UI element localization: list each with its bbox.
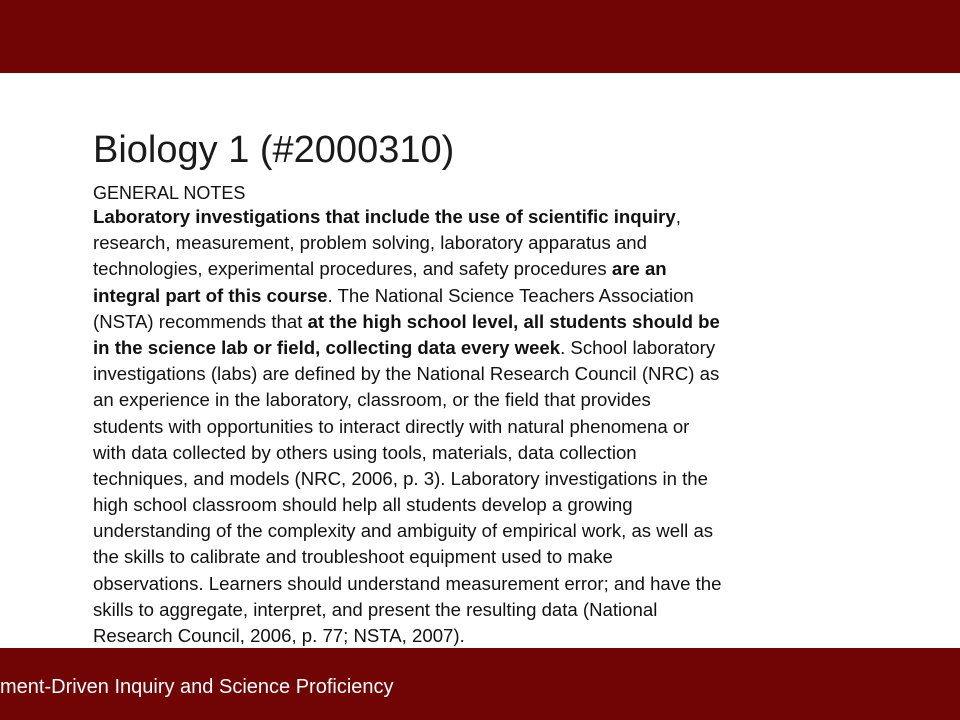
emphasis-text: are an	[611, 258, 667, 280]
body-line	[93, 256, 883, 282]
body-line	[93, 335, 883, 361]
footer-bar	[0, 648, 960, 720]
body-paragraph	[93, 204, 883, 649]
slide-title: Biology 1 (#2000310)	[93, 129, 455, 171]
footer-text: ment-Driven Inquiry and Science Proficiency	[0, 676, 394, 698]
body-line: an experience in the laboratory, classroom, or the field that provides	[93, 389, 651, 411]
emphasis-text: Laboratory investigations that include the use of scientific inquiry	[93, 206, 676, 227]
body-line	[93, 204, 883, 230]
body-line: understanding of the complexity and ambiguity of empirical work, as well as	[93, 520, 714, 542]
body-line: observations. Learners should understand measurement error; and have the	[93, 572, 722, 594]
body-line: high school classroom should help all students develop a growing	[93, 494, 633, 516]
body-line: techniques, and models (NRC, 2006, p. 3). Laboratory investigations in the	[93, 467, 708, 489]
body-line	[93, 309, 883, 335]
body-text-segment: technologies, experimental procedures, and safety procedures	[93, 258, 612, 280]
body-line: research, measurement, problem solving, laboratory apparatus and	[93, 232, 647, 254]
body-text-segment: . School laboratory	[560, 336, 716, 358]
body-line: the skills to calibrate and troubleshoot equipment used to make	[93, 546, 613, 568]
body-line: investigations (labs) are defined by the National Research Council (NRC) as	[93, 363, 720, 385]
section-label: GENERAL NOTES	[93, 183, 246, 203]
body-text-segment: ,	[675, 206, 681, 227]
emphasis-text: in the science lab or field, collecting data every week	[93, 336, 561, 358]
body-text-segment: (NSTA) recommends that	[93, 310, 308, 332]
body-line: with data collected by others using tools, materials, data collection	[93, 441, 637, 463]
emphasis-text: at the high school level, all students should be	[307, 310, 720, 332]
body-line: skills to aggregate, interpret, and present the resulting data (National	[93, 598, 658, 620]
header-bar	[0, 0, 960, 73]
body-line	[93, 283, 883, 309]
body-text-segment: . The National Science Teachers Association	[327, 284, 694, 306]
body-line: students with opportunities to interact directly with natural phenomena or	[93, 415, 690, 437]
body-line: Research Council, 2006, p. 77; NSTA, 2007).	[93, 625, 465, 646]
emphasis-text: integral part of this course	[93, 284, 328, 306]
